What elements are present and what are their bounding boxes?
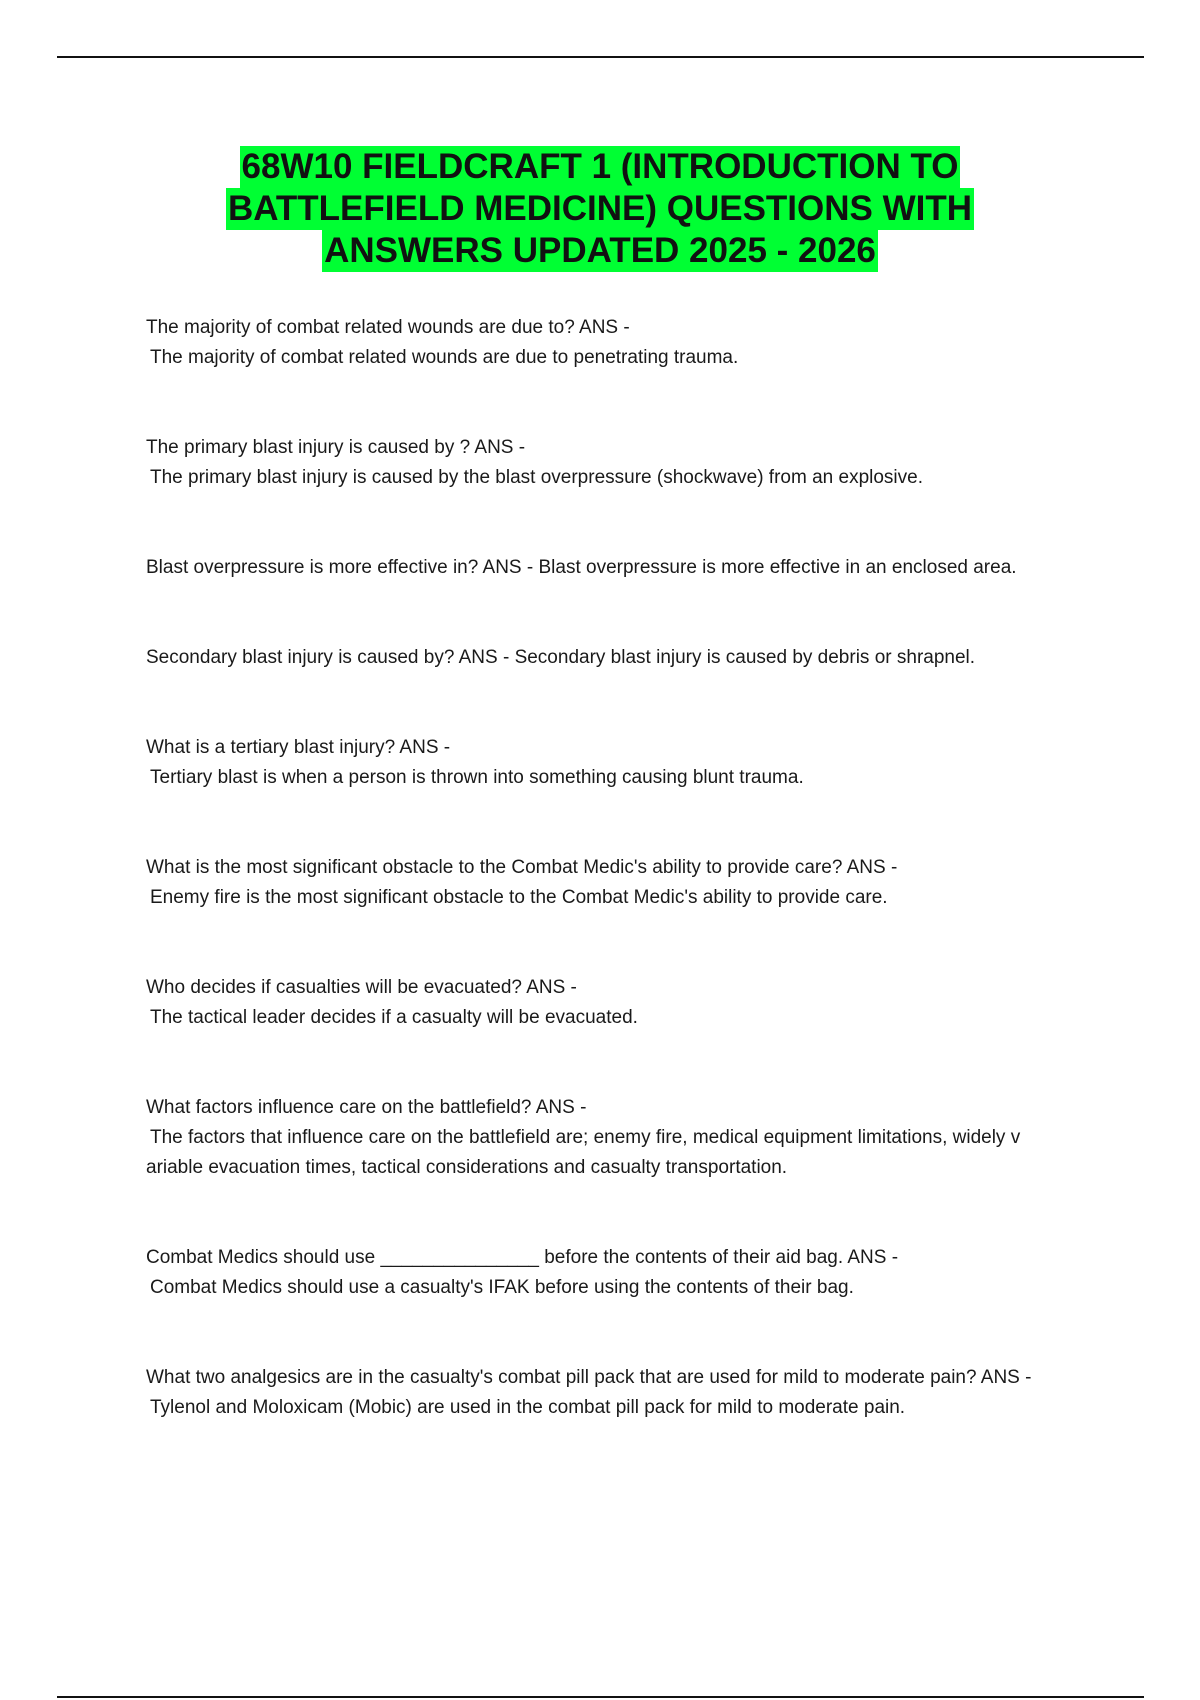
qa-item	[146, 433, 1091, 493]
qa-item	[146, 733, 1091, 793]
answer-text: The majority of combat related wounds are due to penetrating trauma.	[150, 347, 739, 368]
qa-item	[146, 853, 1091, 913]
answer-text: Tertiary blast is when a person is thrown into something causing blunt trauma.	[150, 767, 804, 788]
title-line: ANSWERS UPDATED 2025 - 2026	[324, 231, 876, 270]
title-line: BATTLEFIELD MEDICINE) QUESTIONS WITH	[227, 189, 973, 228]
question-text: What is the most significant obstacle to the Combat Medic's ability to provide care? ANS -	[146, 857, 898, 878]
answer-text: Tylenol and Moloxicam (Mobic) are used in the combat pill pack for mild to moderate pain.	[150, 1397, 906, 1418]
qa-item	[146, 553, 1091, 583]
bottom-rule	[57, 1696, 1144, 1698]
answer-text: The factors that influence care on the battlefield are; enemy fire, medical equipment limitations, widely v	[150, 1127, 1021, 1148]
question-text: Combat Medics should use _______________ before the contents of their aid bag. ANS -	[146, 1247, 899, 1268]
qa-item	[146, 643, 1091, 673]
question-text: What factors influence care on the battlefield? ANS -	[146, 1097, 587, 1118]
answer-text: The primary blast injury is caused by the blast overpressure (shockwave) from an explosive.	[150, 467, 923, 488]
answer-text-continued: ariable evacuation times, tactical considerations and casualty transportation.	[146, 1157, 788, 1178]
answer-text: Enemy fire is the most significant obstacle to the Combat Medic's ability to provide care.	[150, 887, 888, 908]
question-text: Secondary blast injury is caused by? ANS - Secondary blast injury is caused by debris or shrapnel.	[146, 647, 976, 668]
qa-item	[146, 1243, 1091, 1303]
document-title	[100, 146, 1100, 272]
question-text: The majority of combat related wounds are due to? ANS -	[146, 317, 630, 338]
qa-list	[146, 313, 1091, 1423]
title-line: 68W10 FIELDCRAFT 1 (INTRODUCTION TO	[241, 147, 959, 186]
question-text: Blast overpressure is more effective in? ANS - Blast overpressure is more effective in an enclosed area.	[146, 557, 1017, 578]
question-text: What is a tertiary blast injury? ANS -	[146, 737, 451, 758]
question-text: Who decides if casualties will be evacuated? ANS -	[146, 977, 577, 998]
question-text: What two analgesics are in the casualty's combat pill pack that are used for mild to moderate pain? ANS -	[146, 1367, 1032, 1388]
qa-item	[146, 973, 1091, 1033]
question-text: The primary blast injury is caused by ? ANS -	[146, 437, 526, 458]
top-rule	[57, 56, 1144, 58]
qa-item	[146, 1093, 1091, 1183]
qa-item	[146, 1363, 1091, 1423]
qa-item	[146, 313, 1091, 373]
answer-text: The tactical leader decides if a casualty will be evacuated.	[150, 1007, 638, 1028]
answer-text: Combat Medics should use a casualty's IFAK before using the contents of their bag.	[150, 1277, 854, 1298]
